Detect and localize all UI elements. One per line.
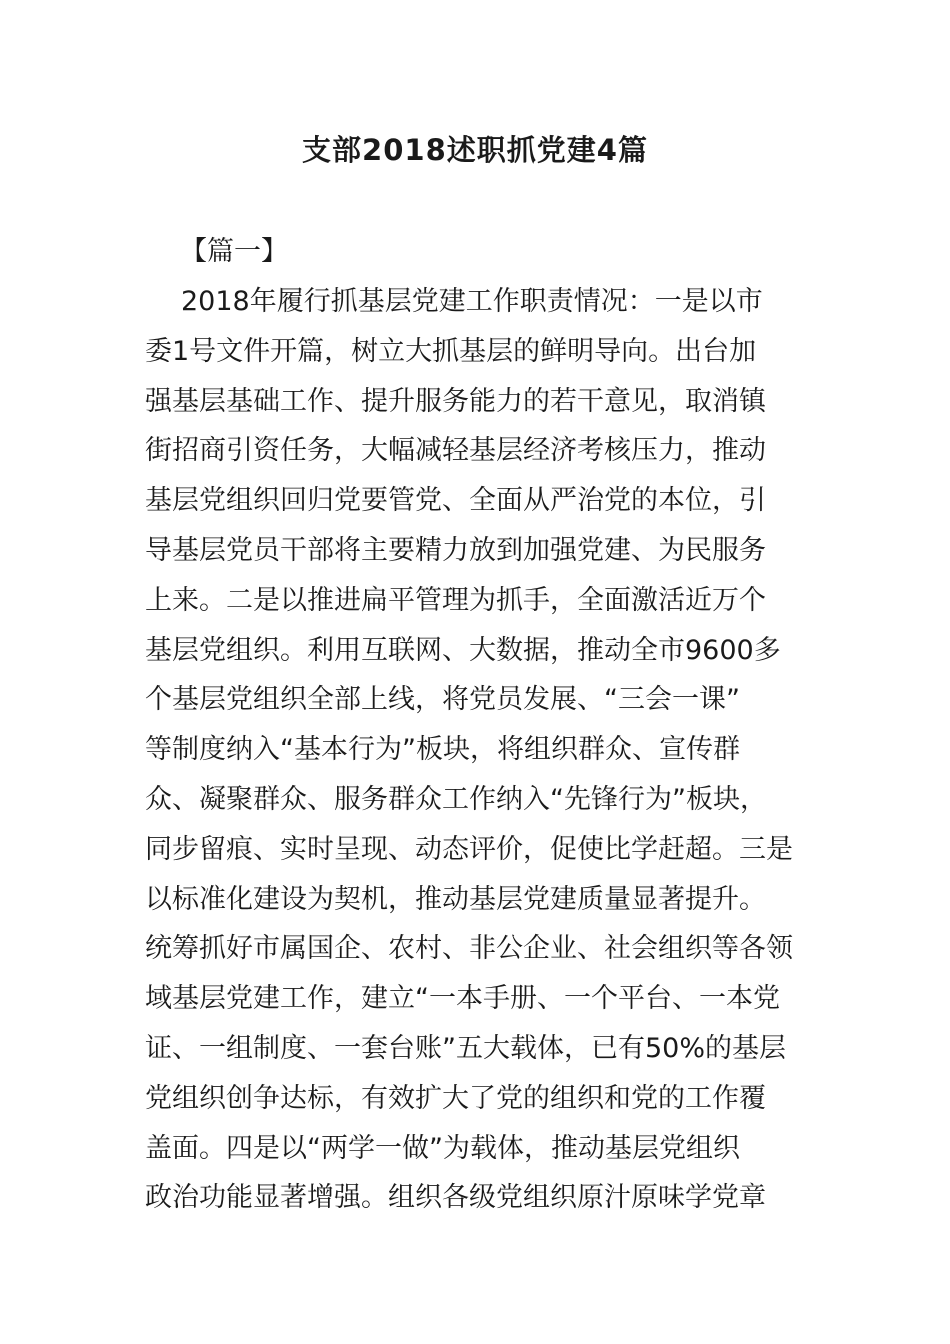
- text-line: 基层党组织。利用互联网、大数据，推动全市9600多: [145, 634, 781, 666]
- document-title: 支部2018述职抓党建4篇: [302, 133, 648, 167]
- text-line: 上来。二是以推进扁平管理为抓手，全面激活近万个: [145, 584, 766, 616]
- text-line: 导基层党员干部将主要精力放到加强党建、为民服务: [145, 534, 766, 566]
- text-line: 众、凝聚群众、服务群众工作纳入“先锋行为”板块，: [145, 783, 767, 815]
- text-line: 政治功能显著增强。组织各级党组织原汁原味学党章: [145, 1182, 766, 1214]
- text-line: 证、一组制度、一套台账”五大载体，已有50%的基层: [145, 1032, 786, 1064]
- text-line: 域基层党建工作，建立“一本手册、一个平台、一本党: [145, 983, 780, 1015]
- section-heading: 【篇一】: [180, 236, 288, 267]
- text-line: 强基层基础工作、提升服务能力的若干意见，取消镇: [145, 385, 766, 417]
- body-paragraph: [145, 282, 815, 1228]
- text-line: 等制度纳入“基本行为”板块，将组织群众、宣传群: [145, 734, 740, 766]
- text-line: 盖面。四是以“两学一做”为载体，推动基层党组织: [145, 1132, 740, 1164]
- text-line: 委1号文件开篇，树立大抓基层的鲜明导向。出台加: [145, 335, 757, 367]
- text-line: 同步留痕、实时呈现、动态评价，促使比学赶超。三是: [145, 833, 793, 865]
- text-line: 以标准化建设为契机，推动基层党建质量显著提升。: [145, 883, 766, 915]
- text-line: 个基层党组织全部上线，将党员发展、“三会一课”: [145, 684, 740, 716]
- text-line: 基层党组织回归党要管党、全面从严治党的本位，引: [145, 485, 766, 517]
- text-line: 街招商引资任务，大幅减轻基层经济考核压力，推动: [145, 435, 766, 467]
- text-line: 党组织创争达标，有效扩大了党的组织和党的工作覆: [145, 1082, 766, 1114]
- text-line: 2018年履行抓基层党建工作职责情况：一是以市: [181, 286, 763, 317]
- text-line: 统筹抓好市属国企、农村、非公企业、社会组织等各领: [145, 933, 793, 965]
